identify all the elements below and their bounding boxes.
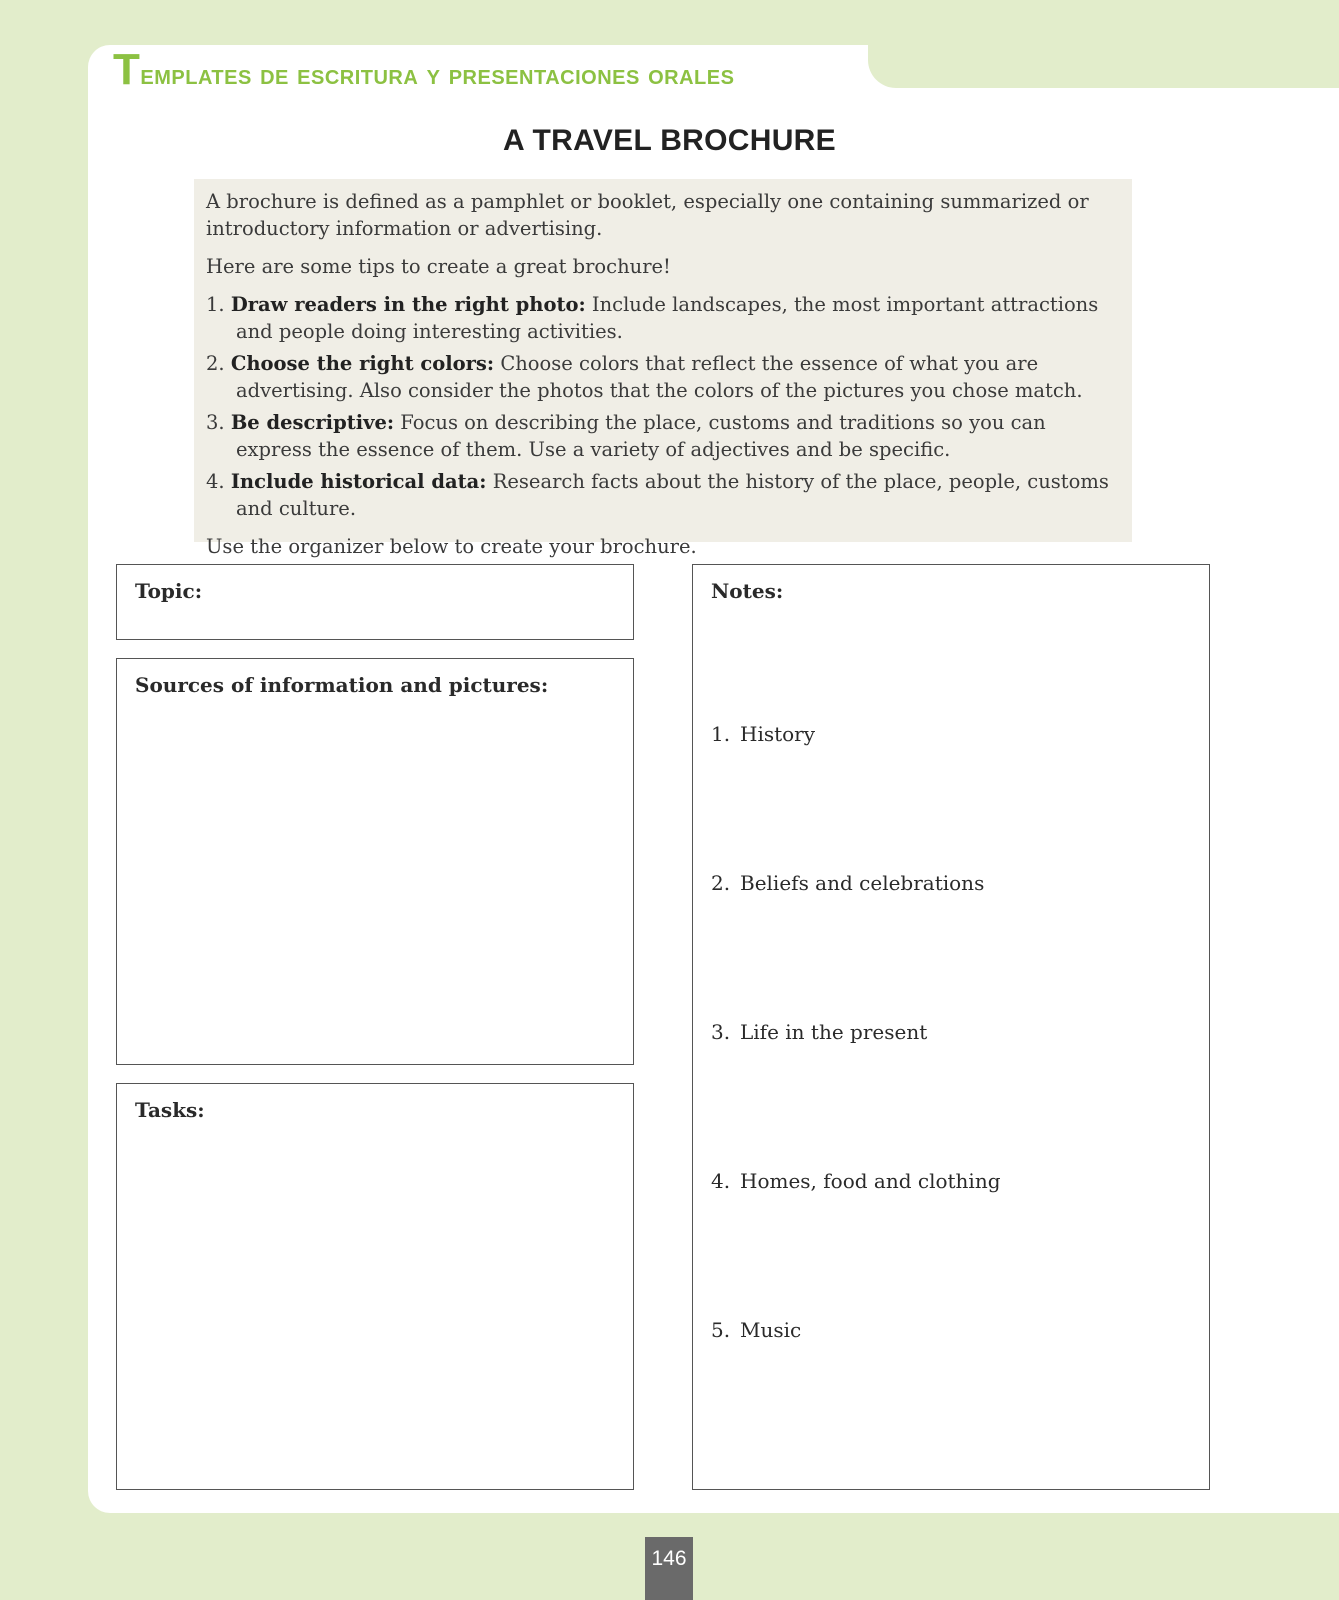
section-title	[113, 46, 734, 94]
tips-box	[194, 179, 1132, 558]
notes-item-number: 3.	[711, 1020, 731, 1044]
intro-paragraph: A brochure is defined as a pamphlet or booklet, especially one containing summarized or introductory information or advertising.	[206, 190, 1089, 240]
tips-lead: Here are some tips to create a great brochure!	[206, 255, 671, 278]
sources-box[interactable]	[116, 658, 634, 1065]
tips-list	[206, 291, 1120, 522]
section-title-initial: T	[113, 45, 141, 94]
notes-item-text: Beliefs and celebrations	[740, 871, 985, 895]
page-number: 146	[645, 1537, 693, 1600]
tip-label: Include historical data:	[230, 470, 487, 493]
notes-item-number: 2.	[711, 871, 731, 895]
tip-item	[206, 291, 1120, 345]
notes-item-text: History	[740, 722, 816, 746]
tip-number: 3.	[206, 411, 225, 434]
tasks-label: Tasks:	[135, 1098, 205, 1122]
header-notch	[868, 45, 1339, 88]
notes-item-number: 4.	[711, 1169, 731, 1193]
notes-item-number: 1.	[711, 722, 731, 746]
notes-item	[711, 1169, 1001, 1193]
notes-item-text: Homes, food and clothing	[740, 1169, 1001, 1193]
tip-number: 1.	[206, 293, 225, 316]
notes-item	[711, 1318, 801, 1342]
notes-item	[711, 722, 815, 746]
section-title-rest: emplates de escritura y presentaciones orales	[140, 59, 735, 90]
notes-item	[711, 871, 984, 895]
notes-box[interactable]	[692, 564, 1210, 1490]
tip-text: Include landscapes, the most important attractions and people doing interesting activities.	[236, 293, 1099, 343]
notes-item-text: Life in the present	[740, 1020, 928, 1044]
tasks-box[interactable]	[116, 1083, 634, 1490]
tip-label: Draw readers in the right photo:	[230, 293, 586, 316]
tip-item	[206, 409, 1120, 463]
tip-item	[206, 468, 1120, 522]
topic-box[interactable]	[116, 564, 634, 640]
document-title: A TRAVEL BROCHURE	[503, 124, 836, 157]
notes-label: Notes:	[711, 579, 784, 603]
tip-item	[206, 350, 1120, 404]
tip-label: Choose the right colors:	[230, 352, 495, 375]
tip-text: Choose colors that reflect the essence of what you are advertising. Also consider the photos that the colors of the pictures you chose match.	[236, 352, 1083, 402]
tip-number: 2.	[206, 352, 225, 375]
sources-label: Sources of information and pictures:	[135, 673, 549, 697]
notes-item-text: Music	[740, 1318, 802, 1342]
topic-label: Topic:	[135, 579, 203, 603]
closing-paragraph: Use the organizer below to create your brochure.	[206, 535, 697, 558]
notes-item-number: 5.	[711, 1318, 731, 1342]
notes-item	[711, 1020, 927, 1044]
tip-text: Focus on describing the place, customs and traditions so you can express the essence of them. Use a variety of adjectives and be specific.	[236, 411, 1046, 461]
tip-label: Be descriptive:	[230, 411, 395, 434]
tip-number: 4.	[206, 470, 225, 493]
tip-text: Research facts about the history of the place, people, customs and culture.	[236, 470, 1109, 520]
